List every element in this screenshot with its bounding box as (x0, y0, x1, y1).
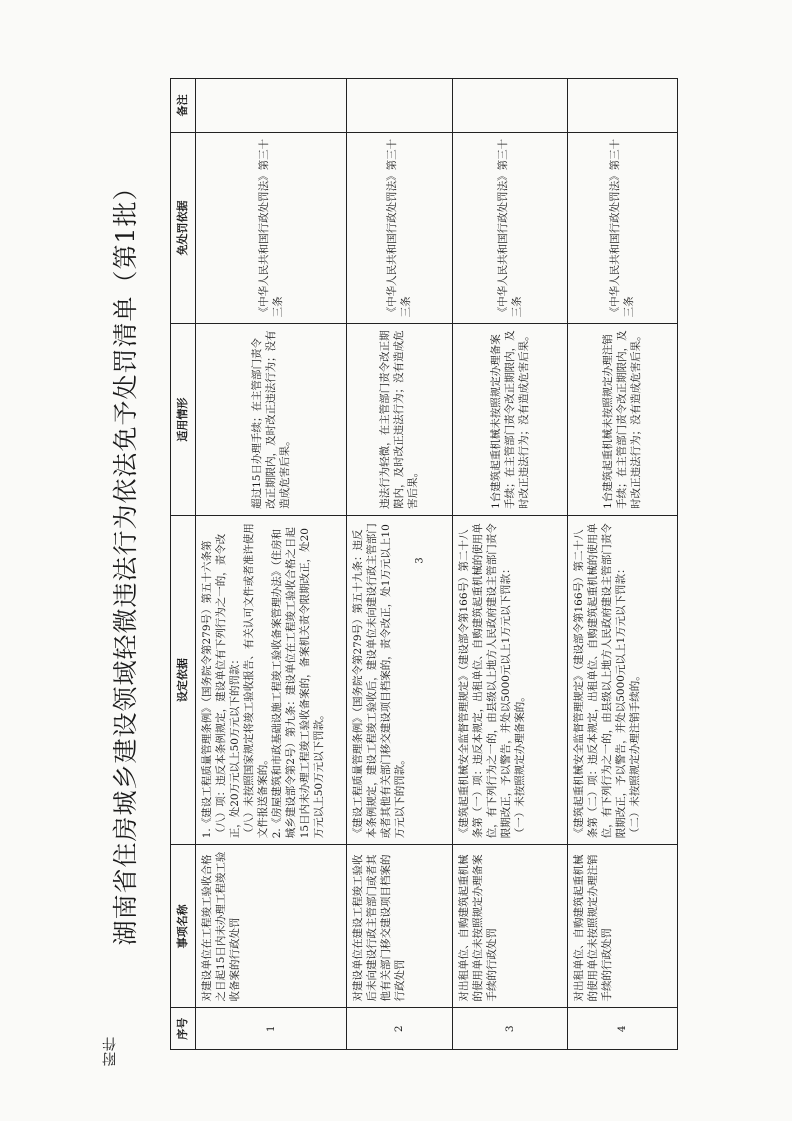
row-no: 4 (567, 1008, 677, 1050)
row-note (567, 79, 677, 133)
row-basis (567, 515, 677, 844)
row-name: 对建设单位在工程竣工验收合格之日起15日内未办理工程竣工验收备案的行政处罚 (196, 845, 346, 1008)
basis-paragraph: 2.《房屋建筑和市政基础设施工程竣工验收备案管理办法》（住房和城乡建设部令第2号）第九条：建设单位在工程竣工验收合格之日起15日内未办理工程竣工验收备案的，备案机关责令限期改正，处20万元以上50万元以下罚款。 (271, 527, 326, 839)
row-note (452, 79, 567, 133)
row-no: 1 (196, 1008, 346, 1050)
header-basis: 设定依据 (171, 515, 196, 844)
header-note: 备注 (171, 79, 196, 133)
table-row (452, 79, 567, 1050)
penalty-exemption-table (170, 78, 678, 1050)
row-basis (452, 515, 567, 844)
row-law: 《中华人民共和国行政处罚法》第三十三条 (567, 132, 677, 324)
page-number: 3 (414, 557, 426, 564)
row-note (346, 79, 452, 133)
table-row (567, 79, 677, 1050)
row-no: 2 (346, 1008, 452, 1050)
row-name: 对建设单位在建设工程竣工验收后未向建设行政主管部门或者其他有关部门移交建设项目档案的行政处罚 (346, 845, 452, 1008)
basis-paragraph: （二）未按照规定办理注销手续的。 (628, 670, 641, 839)
row-basis (346, 515, 452, 844)
row-case: 违法行为轻微，在主管部门责令改正期限内，及时改正违法行为；没有造成危害后果。 (346, 324, 452, 516)
row-law: 《中华人民共和国行政处罚法》第三十三条 (346, 132, 452, 324)
header-name: 事项名称 (171, 845, 196, 1008)
row-note (196, 79, 346, 133)
row-no: 3 (452, 1008, 567, 1050)
header-law: 免处罚依据 (171, 132, 196, 324)
basis-paragraph: 1.《建设工程质量管理条例》（国务院令第279号）第五十六条第（八）项：违反本条例规定，建设单位有下列行为之一的，责令改正，处20万元以上50万元以下的罚款： (201, 533, 242, 839)
basis-paragraph: 《建设工程质量管理条例》（国务院令第279号）第五十九条：违反本条例规定，建设工程竣工验收后，建设单位未向建设行政主管部门或者其他有关部门移交建设项目档案的，责令改正，处1万元以上10万元以下的罚款。 (351, 523, 406, 839)
row-name: 对出租单位、自购建筑起重机械的使用单位未按照规定办理备案手续的行政处罚 (452, 845, 567, 1008)
header-no: 序号 (171, 1008, 196, 1050)
basis-paragraph: （一）未按照规定办理备案的。 (513, 691, 526, 839)
row-law: 《中华人民共和国行政处罚法》第三十三条 (196, 132, 346, 324)
row-law: 《中华人民共和国行政处罚法》第三十三条 (452, 132, 567, 324)
attachment-label: 附件 (102, 1036, 118, 1066)
rotated-page (98, 67, 698, 1060)
row-basis (196, 515, 346, 844)
document-title: 湖南省住房城乡建设领域轻微违法行为依法免予处罚清单（第1批） (111, 174, 140, 946)
table-header-row (171, 79, 196, 1050)
row-case: 1台建筑起重机械未按照规定办理注销手续；在主管部门责令改正期限内，及时改正违法行为；没有造成危害后果。 (567, 324, 677, 516)
table-row (196, 79, 346, 1050)
basis-paragraph: （八）未按照国家规定将竣工验收报告、有关认可文件或者准许使用文件报送备案的。 (243, 523, 270, 839)
row-case: 1台建筑起重机械未按照规定办理备案手续；在主管部门责令改正期限内，及时改正违法行为；没有造成危害后果。 (452, 324, 567, 516)
header-case: 适用情形 (171, 324, 196, 516)
basis-paragraph: 《建筑起重机械安全监督管理规定》（建设部令第166号）第二十八条第（二）项：违反本规定，出租单位、自购建筑起重机械的使用单位，有下列行为之一的，由县级以上地方人民政府建设主管部门责令限期改正，予以警告，并处以5000元以上1万元以下罚款： (572, 523, 627, 839)
row-case: 超过15日办理手续；在主管部门责令改正期限内，及时改正违法行为；没有造成危害后果。 (196, 324, 346, 516)
table-row (346, 79, 452, 1050)
row-name: 对出租单位、自购建筑起重机械的使用单位未按照规定办理注销手续的行政处罚 (567, 845, 677, 1008)
basis-paragraph: 《建筑起重机械安全监督管理规定》（建设部令第166号）第二十八条第（一）项：违反本规定，出租单位、自购建筑起重机械的使用单位，有下列行为之一的，由县级以上地方人民政府建设主管部门责令限期改正，予以警告，并处以5000元以上1万元以下罚款： (457, 523, 512, 839)
